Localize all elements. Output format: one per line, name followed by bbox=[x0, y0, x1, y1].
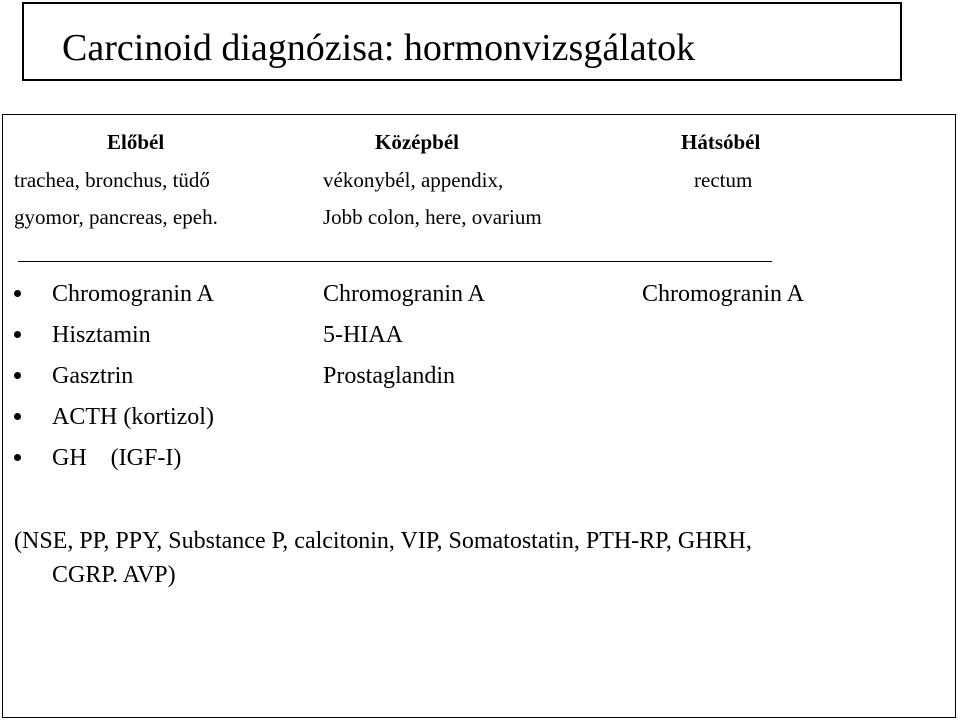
midgut-marker: Prostaglandin bbox=[323, 363, 455, 389]
midgut-site-2: Jobb colon, here, ovarium bbox=[323, 205, 542, 229]
foregut-marker: Gasztrin bbox=[52, 363, 134, 389]
foregut-marker: ACTH (kortizol) bbox=[52, 404, 214, 430]
midgut-marker: 5-HIAA bbox=[323, 322, 403, 348]
bullet-icon bbox=[14, 454, 21, 461]
hindgut-site-1: rectum bbox=[694, 168, 753, 192]
page-title: Carcinoid diagnózisa: hormonvizsgálatok bbox=[62, 27, 696, 69]
bullet-icon bbox=[14, 290, 21, 297]
midgut-marker: Chromogranin A bbox=[323, 281, 485, 307]
title-box bbox=[22, 2, 902, 81]
header-foregut: Előbél bbox=[107, 130, 165, 154]
footnote-line-1: (NSE, PP, PPY, Substance P, calcitonin, VIP, Somatostatin, PTH-RP, GHRH, bbox=[14, 528, 752, 554]
bullet-icon bbox=[14, 372, 21, 379]
foregut-marker: Chromogranin A bbox=[52, 281, 214, 307]
header-midgut: Középbél bbox=[375, 130, 459, 154]
foregut-site-2: gyomor, pancreas, epeh. bbox=[14, 205, 218, 229]
foregut-marker: Hisztamin bbox=[52, 322, 151, 348]
bullet-icon bbox=[14, 413, 21, 420]
header-hindgut: Hátsóbél bbox=[681, 130, 761, 154]
bullet-icon bbox=[14, 331, 21, 338]
hindgut-marker: Chromogranin A bbox=[642, 281, 804, 307]
foregut-site-1: trachea, bronchus, tüdő bbox=[14, 168, 210, 192]
footnote-line-2: CGRP. AVP) bbox=[52, 562, 176, 588]
foregut-marker: GH (IGF-I) bbox=[52, 445, 182, 471]
midgut-site-1: vékonybél, appendix, bbox=[323, 168, 504, 192]
divider-line bbox=[18, 261, 772, 262]
